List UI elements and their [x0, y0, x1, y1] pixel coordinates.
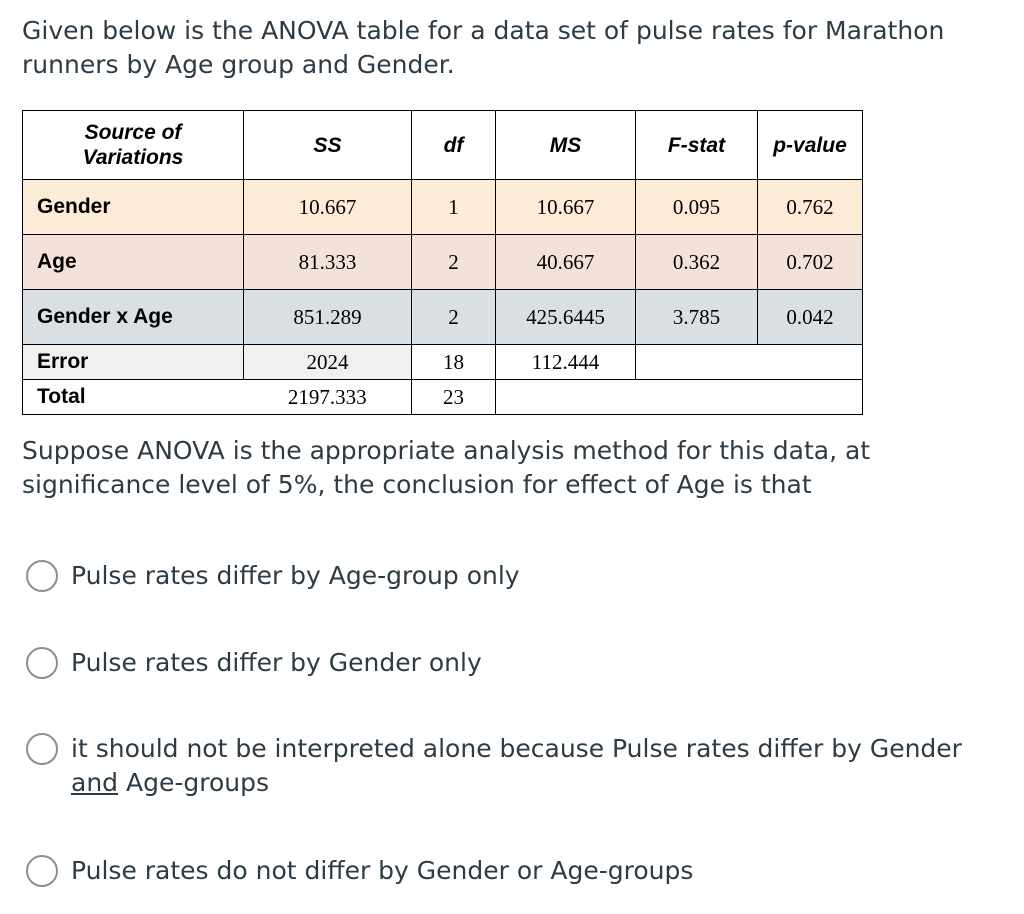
- p-cell: 0.042: [758, 290, 863, 345]
- header-source: [23, 111, 244, 180]
- radio-button[interactable]: [26, 733, 58, 765]
- answer-option-3[interactable]: [26, 732, 991, 800]
- source-cell: Gender x Age: [23, 290, 244, 345]
- ss-cell: 851.289: [244, 290, 412, 345]
- p-cell: 0.762: [758, 180, 863, 235]
- ms-cell: 40.667: [496, 235, 636, 290]
- ss-cell: 81.333: [244, 235, 412, 290]
- header-source-line1: Source of: [84, 121, 182, 144]
- table-row-gender: [23, 180, 863, 235]
- source-cell: Total: [23, 380, 244, 415]
- header-fstat: F-stat: [636, 111, 758, 180]
- ss-cell: 2197.333: [244, 380, 412, 415]
- answer-label[interactable]: Pulse rates differ by Age-group only: [71, 561, 520, 590]
- header-ss: SS: [244, 111, 412, 180]
- answer-label[interactable]: Pulse rates differ by Gender only: [71, 648, 482, 677]
- table-row-total: [23, 380, 863, 415]
- question-intro: Given below is the ANOVA table for a data set of pulse rates for Marathon runners by Age group and Gender.: [22, 16, 945, 79]
- f-cell: 3.785: [636, 290, 758, 345]
- answer-label[interactable]: Pulse rates do not differ by Gender or Age-groups: [71, 856, 694, 885]
- ms-cell: 10.667: [496, 180, 636, 235]
- table-row-age: [23, 235, 863, 290]
- radio-button[interactable]: [26, 647, 58, 679]
- table-row-interaction: [23, 290, 863, 345]
- header-source-line2: Variations: [82, 146, 184, 169]
- df-cell: 1: [412, 180, 496, 235]
- question-prompt: Suppose ANOVA is the appropriate analysis method for this data, at significance level of 5%, the conclusion for effect of Age is that: [22, 436, 871, 499]
- header-ms: MS: [496, 111, 636, 180]
- answer-label[interactable]: [71, 732, 991, 800]
- df-cell: 2: [412, 290, 496, 345]
- p-cell: 0.702: [758, 235, 863, 290]
- df-cell: 23: [412, 380, 496, 415]
- answer-option-1[interactable]: [26, 559, 991, 593]
- source-cell: Age: [23, 235, 244, 290]
- ss-cell: 2024: [244, 345, 412, 380]
- radio-button[interactable]: [26, 855, 58, 887]
- df-cell: 2: [412, 235, 496, 290]
- header-df: df: [412, 111, 496, 180]
- ms-cell: 425.6445: [496, 290, 636, 345]
- ms-cell: 112.444: [496, 345, 636, 380]
- f-cell: 0.362: [636, 235, 758, 290]
- underlined-word: and: [71, 768, 119, 797]
- source-cell: Error: [23, 345, 244, 380]
- ss-cell: 10.667: [244, 180, 412, 235]
- source-cell: Gender: [23, 180, 244, 235]
- anova-table: [22, 110, 863, 415]
- table-header-row: [23, 111, 863, 180]
- df-cell: 18: [412, 345, 496, 380]
- table-row-error: [23, 345, 863, 380]
- f-cell: 0.095: [636, 180, 758, 235]
- header-pvalue: p-value: [758, 111, 863, 180]
- answer-label-part: it should not be interpreted alone because Pulse rates differ by Gender: [71, 734, 962, 763]
- empty-cell: [636, 345, 863, 380]
- radio-button[interactable]: [26, 560, 58, 592]
- empty-cell: [496, 380, 863, 415]
- answer-option-4[interactable]: [26, 854, 991, 888]
- answer-label-part: Age-groups: [118, 768, 269, 797]
- answer-option-2[interactable]: [26, 646, 991, 680]
